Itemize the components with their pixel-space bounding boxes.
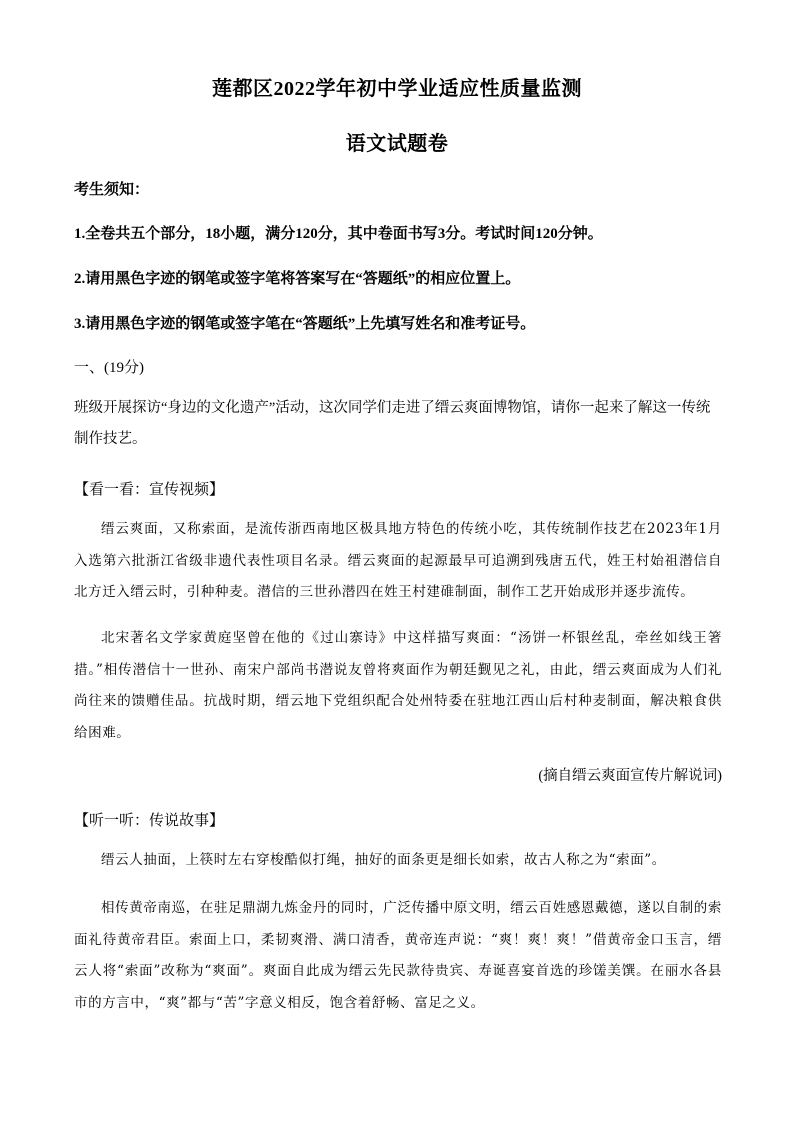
part2-label: 【听一听：传说故事】 <box>74 813 225 829</box>
exam-title: 莲都区2022学年初中学业适应性质量监测 <box>212 78 582 100</box>
part2-paragraph-1: 缙云人抽面，上筷时左右穿梭酷似打绳，抽好的面条更是细长如索，故古人称之为“索面”。 <box>101 852 666 868</box>
notice-item-1: 1.全卷共五个部分，18小题，满分120分，其中卷面书写3分。考试时间120分钟。 <box>74 226 603 242</box>
notice-heading: 考生须知： <box>74 182 150 198</box>
notice-item-3: 3.请用黑色字迹的钢笔或签字笔在“答题纸”上先填写姓名和准考证号。 <box>74 316 536 332</box>
part1-source: (摘自缙云爽面宣传片解说词) <box>538 768 722 784</box>
part1-label: 【看一看：宣传视频】 <box>74 482 225 498</box>
section-intro: 班级开展探访“身边的文化遗产”活动，这次同学们走进了缙云爽面博物馆，请你一起来了解这一传统制作技艺。 <box>74 400 711 447</box>
part2-paragraph-2: 相传黄帝南巡，在驻足鼎湖九炼金丹的同时，广泛传播中原文明，缙云百姓感恩戴德，遂以自制的索面礼待黄帝君臣。索面上口，柔韧爽滑、满口清香，黄帝连声说：“爽！爽！爽！”借黄帝金口玉言，缙云人将“索面”改称为“爽面”。爽面自此成为缙云先民款待贵宾、寿诞喜宴首选的珍馐美馔。在丽水各县市的方言中，“爽”都与“苦”字意义相反，饱含着舒畅、富足之义。 <box>74 900 722 1011</box>
exam-subtitle: 语文试题卷 <box>345 133 449 155</box>
notice-item-2: 2.请用黑色字迹的钢笔或签字笔将答案写在“答题纸”的相应位置上。 <box>74 271 521 287</box>
section-heading: 一、(19分) <box>74 360 144 376</box>
part1-paragraph-1: 缙云爽面，又称索面，是流传浙西南地区极具地方特色的传统小吃，其传统制作技艺在2023年1月入选第六批浙江省级非遗代表性项目名录。缙云爽面的起源最早可追溯到残唐五代，姓王村始祖潜信自北方迁入缙云时，引种种麦。潜信的三世孙潜四在姓王村建碓制面，制作工艺开始成形并逐步流传。 <box>74 521 722 600</box>
part1-paragraph-2: 北宋著名文学家黄庭坚曾在他的《过山寨诗》中这样描写爽面：“汤饼一杯银丝乱，牵丝如线王箸措。”相传潜信十一世孙、南宋户部尚书潜说友曾将爽面作为朝廷觐见之礼，由此，缙云爽面成为人们礼尚往来的馈赠佳品。抗战时期，缙云地下党组织配合处州特委在驻地江西山后村种麦制面，解决粮食供给困难。 <box>74 630 722 741</box>
